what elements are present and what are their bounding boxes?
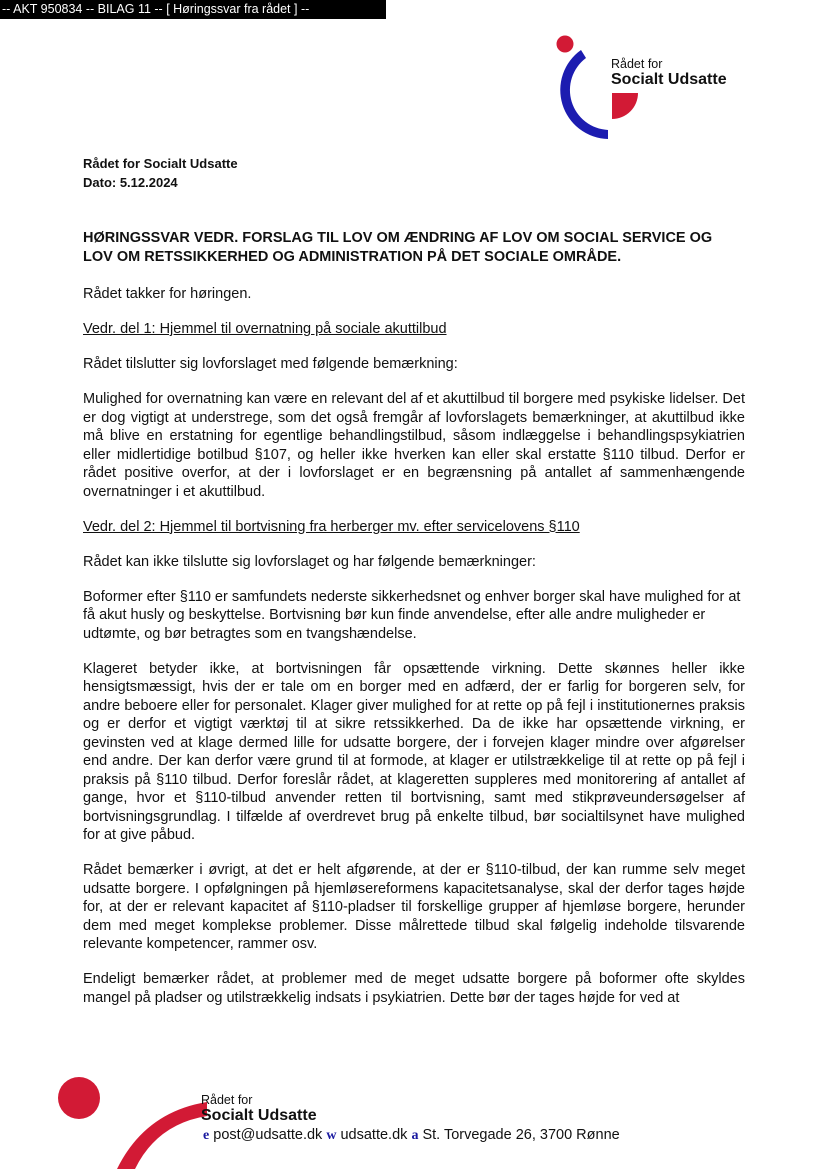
document-date: Dato: 5.12.2024 [83,175,178,190]
footer-logo [55,1072,215,1169]
paragraph-intro: Rådet takker for høringen. [83,286,252,302]
paragraph-1: Rådet tilslutter sig lovforslaget med følgende bemærkning: [83,356,458,372]
web-link[interactable]: udsatte.dk [340,1127,408,1143]
footer-organization [201,1093,317,1125]
paragraph-2: Mulighed for overnatning kan være en relevant del af et akuttilbud til borgere med psykiske lidelser. Det er dog vigtigt at understrege, som det også fremgår af lovforslagets bemærkninger, at akuttilbud ikke må blive en erstatning for egentlige behandlingstilbud, såsom indlæggelse i behandlingspsykiatrien eller midlertidige botilbud §107, og heller ikke hverken kan eller skal erstatte §110 tilbud. Derfor er rådet positive overfor, at der i lovforslaget er en begrænsning på antallet af sammenhængende overnatninger i et akuttilbud. [83,391,745,500]
paragraph-3: Rådet kan ikke tilslutte sig lovforslaget og har følgende bemærkninger: [83,553,536,570]
email-key: e [203,1128,210,1143]
footer-org-line-2: Socialt Udsatte [201,1107,317,1124]
section-heading-2: Vedr. del 2: Hjemmel til bortvisning fra herberger mv. efter servicelovens §110 [83,518,580,535]
footer-org-line-1: Rådet for [201,1093,253,1107]
footer-contact [203,1127,620,1144]
web-key: w [326,1128,337,1143]
paragraph-6: Rådet bemærker i øvrigt, at det er helt afgørende, at der er §110-tilbud, der kan rumme selv meget udsatte borgere. I opfølgningen på hjemløsereformens kapacitetsanalyse, skal der derfor tages højde for, at der er relevant kapacitet af §110-pladser til forskellige grupper af hjemløse borgere, herunder dem med meget komplekse problemer. Disse målrettede tilbud skal følgelig indeholde tilsvarende relevante kompetencer, rammer osv. [83,862,745,952]
paragraph-7: Endeligt bemærker rådet, at problemer med de meget udsatte borgere på boformer ofte skyldes mangel på pladser og utilstrækkelig indsats i psykiatrien. Dette bør der tages højde for ved at [83,971,745,1006]
paragraph-4: Boformer efter §110 er samfundets nederste sikkerhedsnet og enhver borger skal have mulighed for at få akut husly og beskyttelse. Bortvisning bør kun finde anvendelse, efter alle andre muligheder er udtømte, og bør betragtes som en tvangshændelse. [83,588,741,642]
document-body [83,285,745,1024]
sender-block [83,154,238,192]
logo-line-2: Socialt Udsatte [611,71,727,88]
paragraph-5: Klageret betyder ikke, at bortvisningen får opsættende virkning. Dette skønnes heller ikke hensigtsmæssigt, hvis der er tale om en borger med en adfærd, der er farlig for borgeren selv, for andre beboere eller for personalet. Klager giver mulighed for at rette op på fejl i institutionernes praksis og er derfor et vigtigt værktøj til at sikre retssikkerhed. Da de ikke har opsættende virkning, er gevinsten ved at klage dermed lille for udsatte borgere, der i forvejen klager mindre over afgørelser end andre. Der kan derfor være grund til at formode, at klager er utilstrækkelige til at rette op på fejl i praksis på §110 tilbud. Derfor foreslår rådet, at klageretten suppleres med monitorering af antallet af gange, hvor et §110-tilbud anvender retten til bortvisning, samt med stikprøveundersøgelser af bortvisningsgrundlag. I tilfælde af overdrevet brug på enkelte tilbud, bør socialtilsynet have mulighed for at give påbud. [83,660,745,843]
logo-line-1: Rådet for [611,57,663,71]
email-link[interactable]: post@udsatte.dk [213,1127,323,1143]
document-title: HØRINGSSVAR VEDR. FORSLAG TIL LOV OM ÆNDRING AF LOV OM SOCIAL SERVICE OG LOV OM RETSSIKKERHED OG ADMINISTRATION PÅ DET SOCIALE OMRÅDE. [83,230,713,265]
document-header-tag: -- AKT 950834 -- BILAG 11 -- [ Høringssvar fra rådet ] -- [0,0,386,19]
organization-logo [552,33,752,149]
address-key: a [411,1128,419,1143]
address-text: St. Torvegade 26, 3700 Rønne [422,1127,620,1143]
sender-organization: Rådet for Socialt Udsatte [83,156,238,171]
logo-mark-icon [552,33,752,149]
footer-logo-mark-icon [55,1072,215,1169]
section-heading-1: Vedr. del 1: Hjemmel til overnatning på sociale akuttilbud [83,321,447,337]
